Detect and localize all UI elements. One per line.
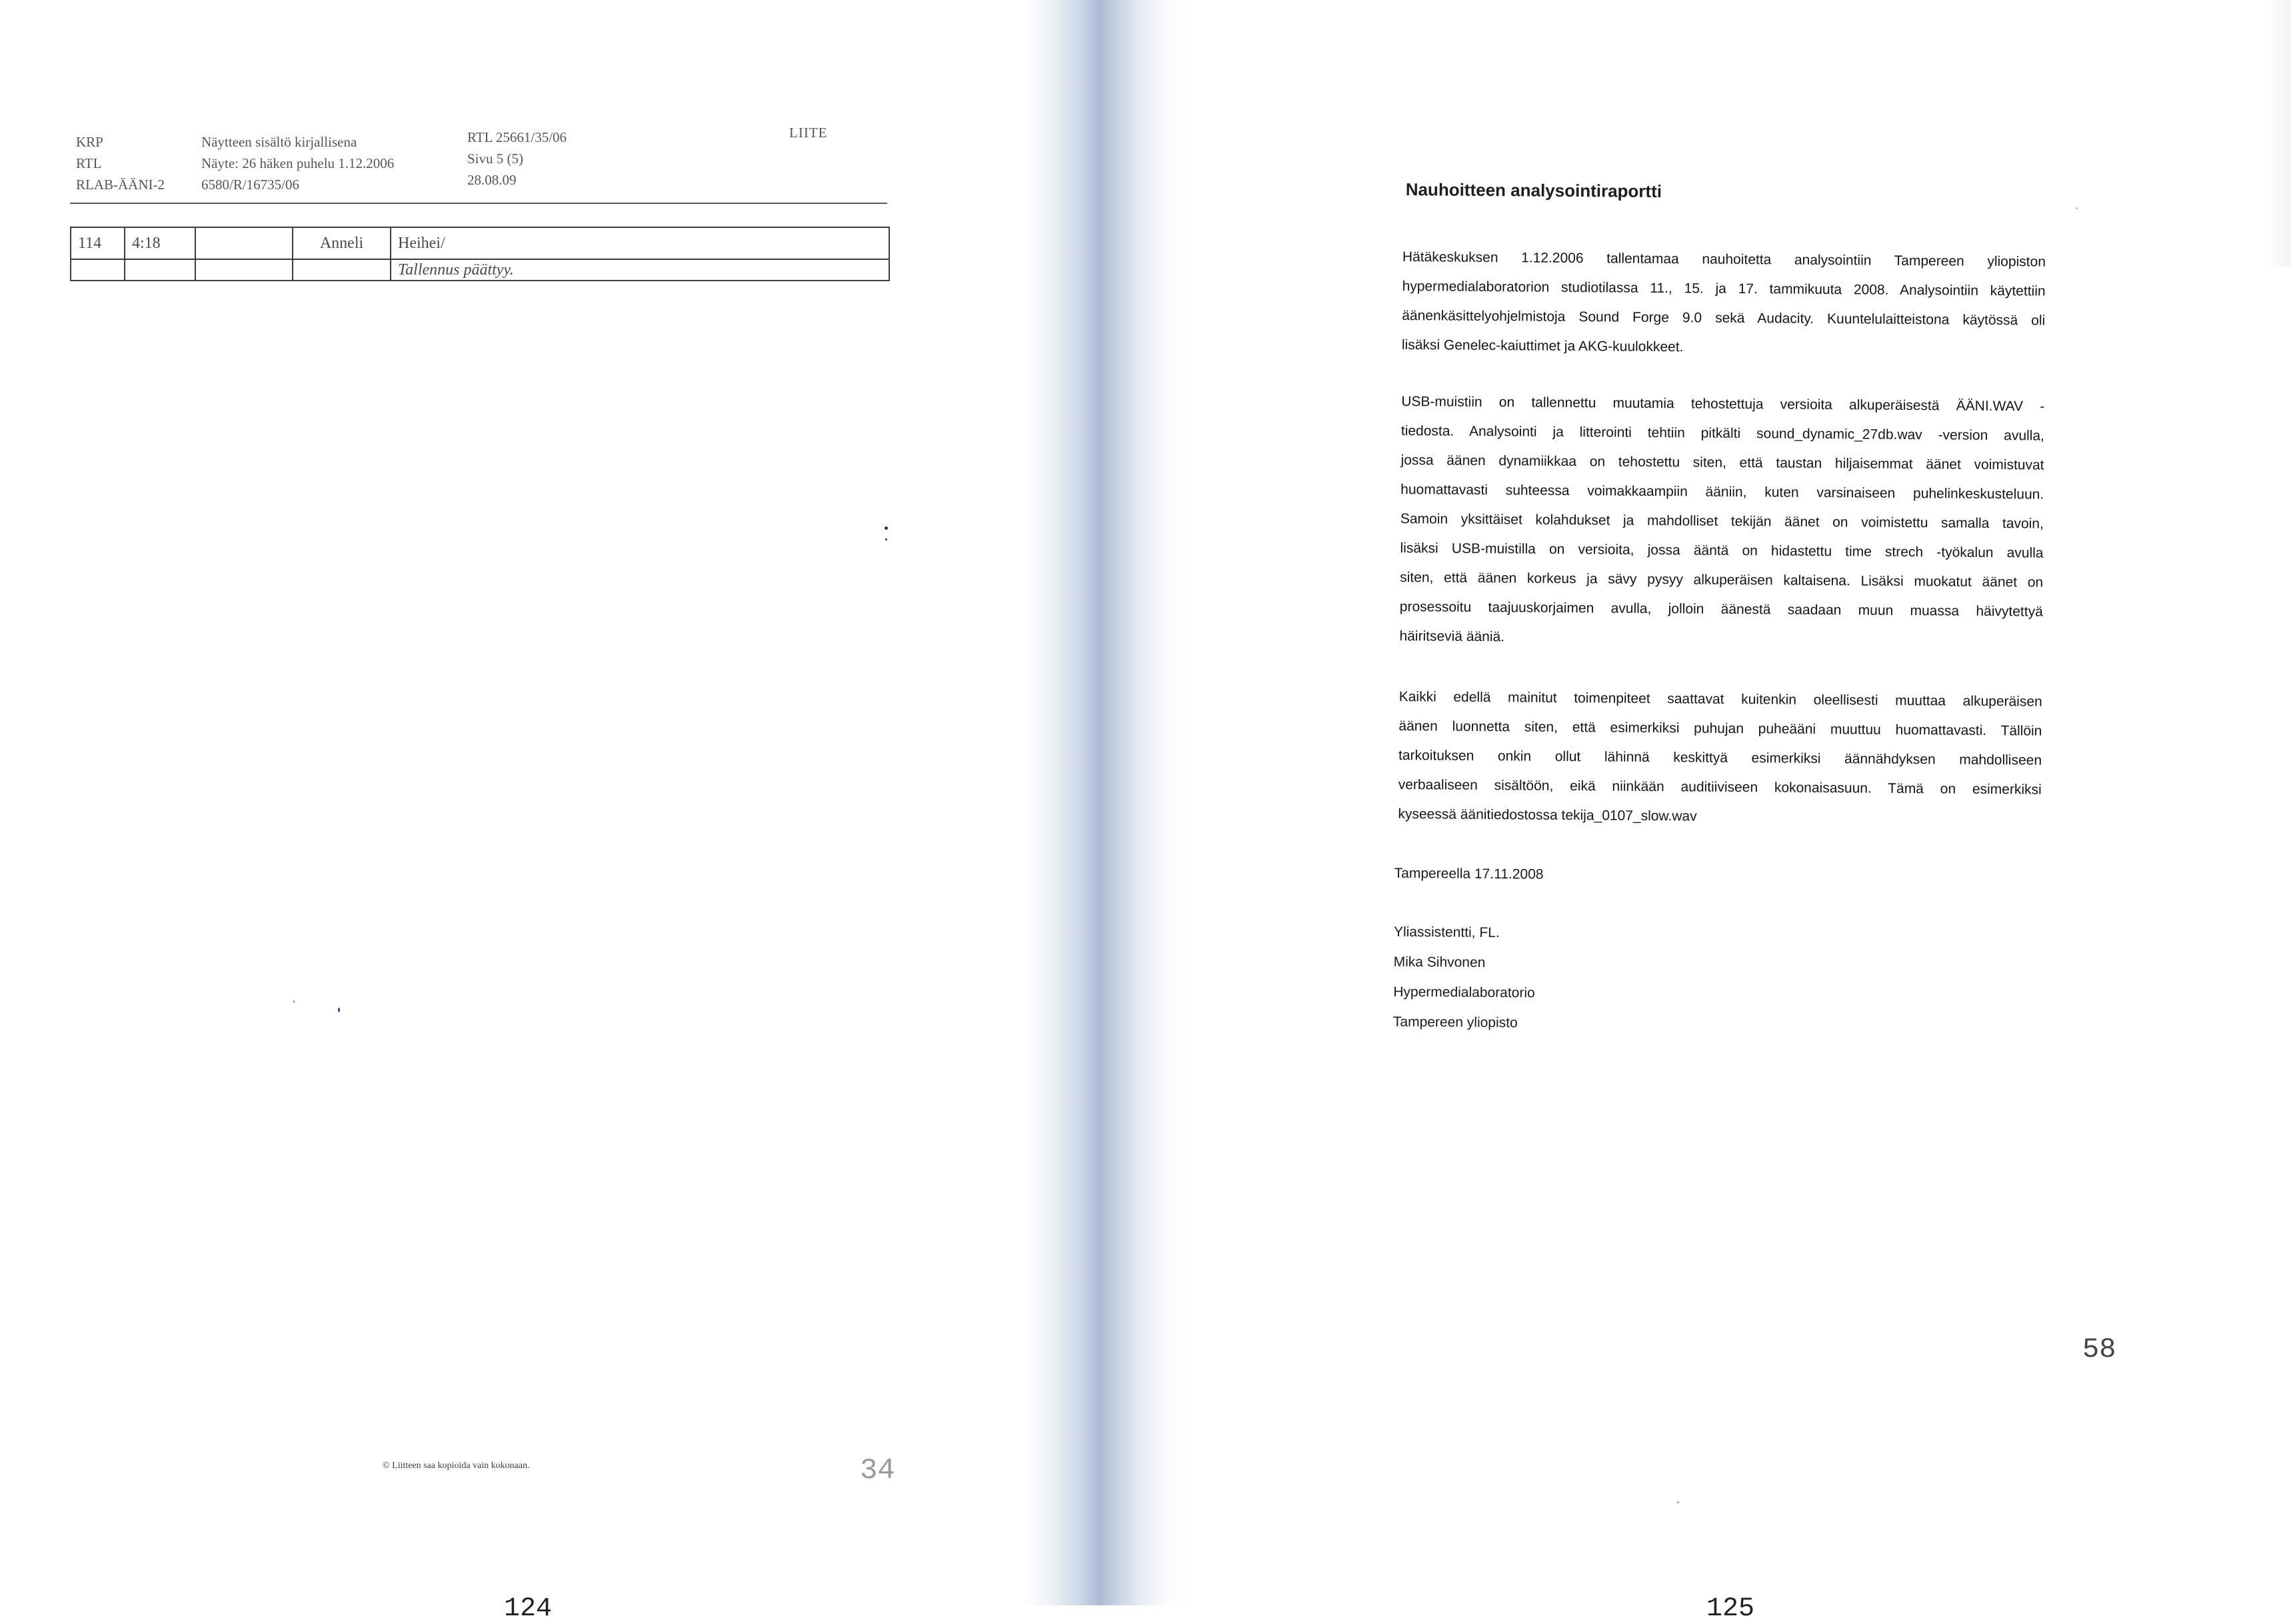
cell-timestamp [125, 259, 195, 281]
paragraph-line: hypermedialaboratorion studiotilassa 11., 15. ja 17. tammikuuta 2008. Analysointiin käytettiin [1402, 279, 2046, 299]
scan-speck [885, 538, 887, 540]
cell-line-number [71, 259, 125, 281]
scan-speck [1677, 1501, 1679, 1503]
report-body [1392, 0, 2054, 1072]
cell-speaker: Anneli [293, 227, 391, 259]
header-sample-column [201, 131, 394, 195]
paragraph-line: häiritseviä ääniä. [1399, 628, 1505, 645]
page-edge-shadow [2266, 0, 2291, 267]
copy-notice: © Liitteen saa kopioida vain kokonaan. [383, 1461, 530, 1471]
bottom-page-number-left: 124 [504, 1594, 553, 1624]
signer-title: Yliassistentti, FL. [1393, 924, 1500, 941]
cell-speaker [293, 259, 391, 281]
cell-utterance: Heihei/ [391, 227, 889, 259]
paragraph-line: jossa äänen dynamiikkaa on tehostettu siten, että taustan hiljaisemmat äänet voimistuvat [1400, 452, 2044, 473]
paragraph-line: lisäksi USB-muistilla on versioita, jossa ääntä on hidastettu time strech -työkalun avulla [1400, 540, 2044, 561]
bottom-page-number-right: 125 [1706, 1594, 1755, 1624]
paragraph-line: lisäksi Genelec-kaiuttimet ja AKG-kuulokkeet. [1401, 337, 1684, 355]
paragraph-line: huomattavasti suhteessa voimakkaampiin ääniin, kuten varsinaiseen puhelinkeskusteluun. [1400, 482, 2044, 502]
header-organization-column [76, 131, 165, 195]
header-org-line: RTL [76, 155, 102, 171]
transcript-table [70, 227, 890, 281]
header-divider [70, 203, 887, 204]
signature-block [1393, 917, 1536, 1038]
header-reference-line: Sivu 5 (5) [467, 151, 523, 167]
table-row [71, 259, 889, 281]
header-org-line: KRP [76, 134, 103, 150]
cell-line-number: 114 [71, 227, 125, 259]
scan-speck [885, 526, 888, 530]
header-sample-line: 6580/R/16735/06 [201, 177, 300, 193]
attachment-label: LIITE [789, 125, 828, 141]
paragraph-line: äänenkäsittelyohjelmistoja Sound Forge 9.0 sekä Audacity. Kuuntelulaitteistona käytössä oli [1402, 308, 2046, 329]
paragraph-line: äänen luonnetta siten, että esimerkiksi puhujan puheääni muuttuu huomattavasti. Tällöin [1398, 718, 2042, 739]
header-reference-line: RTL 25661/35/06 [467, 129, 567, 145]
paragraph-line: USB-muistiin on tallennettu muutamia tehostettuja versioita alkuperäisestä ÄÄNI.WAV - [1401, 394, 2045, 414]
paragraph-processing [1399, 387, 2044, 656]
paragraph-caveats [1398, 682, 2042, 834]
paragraph-line: tiedosta. Analysointi ja litterointi tehtiin pitkälti sound_dynamic_27db.wav -version avulla, [1400, 423, 2044, 444]
paragraph-line: Hätäkeskuksen 1.12.2006 tallentamaa nauhoitetta analysointiin Tampereen yliopiston [1402, 249, 2046, 270]
page-number-left: 34 [860, 1454, 895, 1487]
cell-utterance: Tallennus päättyy. [391, 259, 889, 281]
cell-empty [195, 227, 293, 259]
signer-lab: Hypermedialaboratorio [1393, 984, 1535, 1001]
scan-speck [2076, 207, 2078, 209]
page-number-right: 58 [2082, 1333, 2116, 1365]
header-reference-line: 28.08.09 [467, 172, 517, 188]
scan-speck [293, 1000, 295, 1003]
paragraph-line: tarkoituksen onkin ollut lähinnä keskittyä esimerkiksi äännähdyksen mahdolliseen [1398, 748, 2042, 768]
signer-university: Tampereen yliopisto [1392, 1014, 1518, 1031]
paragraph-line: verbaaliseen sisältöön, eikä niinkään auditiiviseen kokonaisasuun. Tämä on esimerkiksi [1398, 777, 2042, 798]
table-row [71, 227, 889, 259]
book-gutter-shadow [1023, 0, 1190, 1605]
header-reference-column [467, 127, 567, 191]
paragraph-line: kyseessä äänitiedostossa tekija_0107_slow.wav [1398, 806, 1697, 824]
paragraph-line: prosessoitu taajuuskorjaimen avulla, jolloin äänestä saadaan muun muassa häivytettyä [1399, 599, 2043, 620]
paragraph-line: siten, että äänen korkeus ja sävy pysyy alkuperäisen kaltaisena. Lisäksi muokatut äänet on [1400, 570, 2044, 590]
paragraph-line: Samoin yksittäiset kolahdukset ja mahdolliset tekijän äänet on voimistettu samalla tavoin, [1400, 511, 2044, 532]
scan-speck [338, 1008, 340, 1012]
place-and-date: Tampereella 17.11.2008 [1394, 865, 1544, 882]
cell-timestamp: 4:18 [125, 227, 195, 259]
header-sample-line: Näytteen sisältö kirjallisena [201, 134, 357, 150]
header-sample-line: Näyte: 26 häken puhelu 1.12.2006 [201, 155, 395, 171]
signer-name: Mika Sihvonen [1393, 954, 1486, 971]
paragraph-analysis-setup [1402, 243, 2046, 365]
report-title: Nauhoitteen analysointiraportti [1405, 179, 1662, 202]
paragraph-line: Kaikki edellä mainitut toimenpiteet saattavat kuitenkin oleellisesti muuttaa alkuperäisen [1398, 689, 2042, 710]
cell-empty [195, 259, 293, 281]
header-org-line: RLAB-ÄÄNI-2 [76, 177, 165, 193]
